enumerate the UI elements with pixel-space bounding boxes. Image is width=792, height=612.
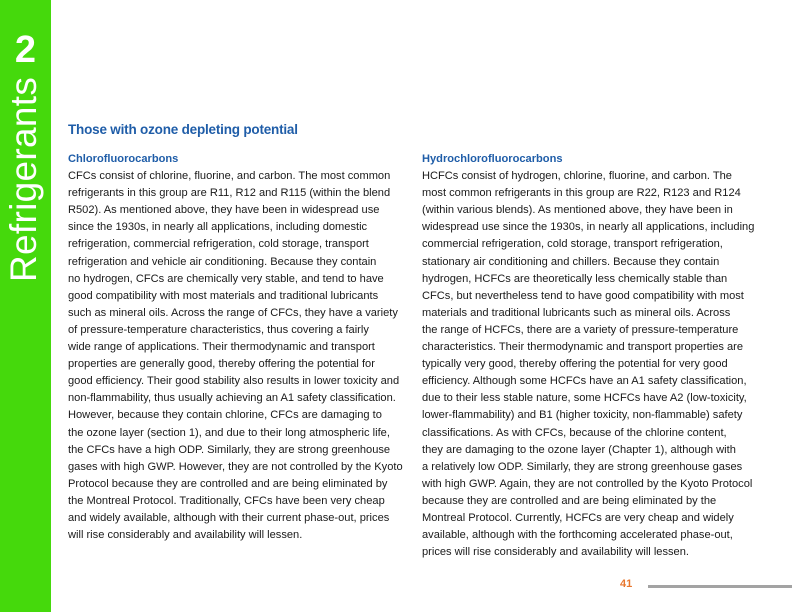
text-line: widespread use since the 1930s, in nearly all applications, including xyxy=(422,221,755,234)
text-line: HCFCs consist of hydrogen, chlorine, fluorine, and carbon. The xyxy=(422,170,732,183)
text-line: the range of HCFCs, there are a variety of pressure-temperature xyxy=(422,323,739,336)
text-line: because they are controlled and are being eliminated by the xyxy=(422,494,717,507)
text-line: Montreal Protocol. Currently, HCFCs are very cheap and widely xyxy=(422,511,734,524)
text-line: refrigerants in this group are R11, R12 and R115 (within the blend xyxy=(68,187,391,200)
text-line: gases with high GWP. However, they are not controlled by the Kyoto xyxy=(68,460,403,473)
text-line: good compatibility with most materials and traditional lubricants xyxy=(68,289,379,302)
text-line: hydrogen, HCFCs are theoretically less chemically stable than xyxy=(422,272,728,285)
chapter-sidebar xyxy=(0,0,51,612)
text-line: However, because they contain chlorine, CFCs are damaging to xyxy=(68,409,382,422)
chapter-title: Refrigerants xyxy=(3,76,44,282)
text-line: properties are generally good, thereby offering the potential for xyxy=(68,358,375,371)
text-line: (within various blends). As mentioned above, they have been in xyxy=(422,204,733,217)
chapter-number: 2 xyxy=(14,29,37,71)
text-line: wide range of applications. Their thermodynamic and transport xyxy=(68,341,375,354)
text-line: prices will rise considerably and availability will lessen. xyxy=(422,546,689,559)
hcfc-title: Hydrochlorofluorocarbons xyxy=(422,153,563,165)
text-line: the Montreal Protocol. Traditionally, CFCs have been very cheap xyxy=(68,494,385,507)
text-line: most common refrigerants in this group are R22, R123 and R124 xyxy=(422,187,741,200)
footer-rule xyxy=(648,585,792,588)
text-line: available, although with the forthcoming accelerated phase-out, xyxy=(422,529,733,542)
text-line: refrigeration and vehicle air conditioning. Because they contain xyxy=(68,255,377,268)
text-line: and widely available, although with their current phase-out, prices xyxy=(68,511,390,524)
hcfc-column xyxy=(422,151,784,561)
text-line: such as mineral oils. Across the range of CFCs, they have a variety xyxy=(68,306,398,319)
text-line: they are damaging to the ozone layer (Chapter 1), although with xyxy=(422,443,736,456)
text-line: CFCs consist of chlorine, fluorine, and carbon. The most common xyxy=(68,170,391,183)
text-line: characteristics. Their thermodynamic and transport properties are xyxy=(422,341,744,354)
cfc-title: Chlorofluorocarbons xyxy=(68,153,179,165)
text-line: good efficiency. Their good stability also results in lower toxicity and xyxy=(68,375,400,388)
text-line: will rise considerably and availability will lessen. xyxy=(68,529,303,542)
text-line: of pressure-temperature characteristics, thus covering a fairly xyxy=(68,323,369,336)
text-line: materials and traditional lubricants such as mineral oils. Across xyxy=(422,306,731,319)
text-line: a relatively low ODP. Similarly, they are strong greenhouse gases xyxy=(422,460,743,473)
text-line: classifications. As with CFCs, because of the chlorine content, xyxy=(422,426,727,439)
text-line: efficiency. Although some HCFCs have an A1 safety classification, xyxy=(422,375,747,388)
page-number: 41 xyxy=(620,578,633,590)
cfc-column xyxy=(68,151,413,544)
text-line: stationary air conditioning and chillers. Because they contain xyxy=(422,255,720,268)
text-line: commercial refrigeration, cold storage, transport refrigeration, xyxy=(422,238,723,251)
section-heading: Those with ozone depleting potential xyxy=(68,122,298,137)
text-line: Protocol because they are controlled and are being eliminated by xyxy=(68,477,388,490)
text-line: due to their less stable nature, some HCFCs have A2 (low-toxicity, xyxy=(422,392,747,405)
text-line: with high GWP. Again, they are not controlled by the Kyoto Protocol xyxy=(422,477,753,490)
text-line: since the 1930s, in nearly all applications, including domestic xyxy=(68,221,368,234)
text-line: the CFCs have a high ODP. Similarly, they are strong greenhouse xyxy=(68,443,391,456)
text-line: non-flammability, thus usually achieving an A1 safety classification. xyxy=(68,392,396,405)
text-line: the ozone layer (section 1), and due to their long atmospheric life, xyxy=(68,426,390,439)
text-line: CFCs, but nevertheless tend to have good compatibility with most xyxy=(422,289,744,302)
text-line: no hydrogen, CFCs are chemically very stable, and tend to have xyxy=(68,272,384,285)
text-line: refrigeration, commercial refrigeration, cold storage, transport xyxy=(68,238,369,251)
text-line: lower-flammability) and B1 (higher toxicity, non-flammable) safety xyxy=(422,409,743,422)
text-line: typically very good, thereby offering the potential for very good xyxy=(422,358,728,371)
cfc-body xyxy=(68,168,413,544)
text-line: R502). As mentioned above, they have been in widespread use xyxy=(68,204,380,217)
hcfc-body xyxy=(422,168,784,561)
